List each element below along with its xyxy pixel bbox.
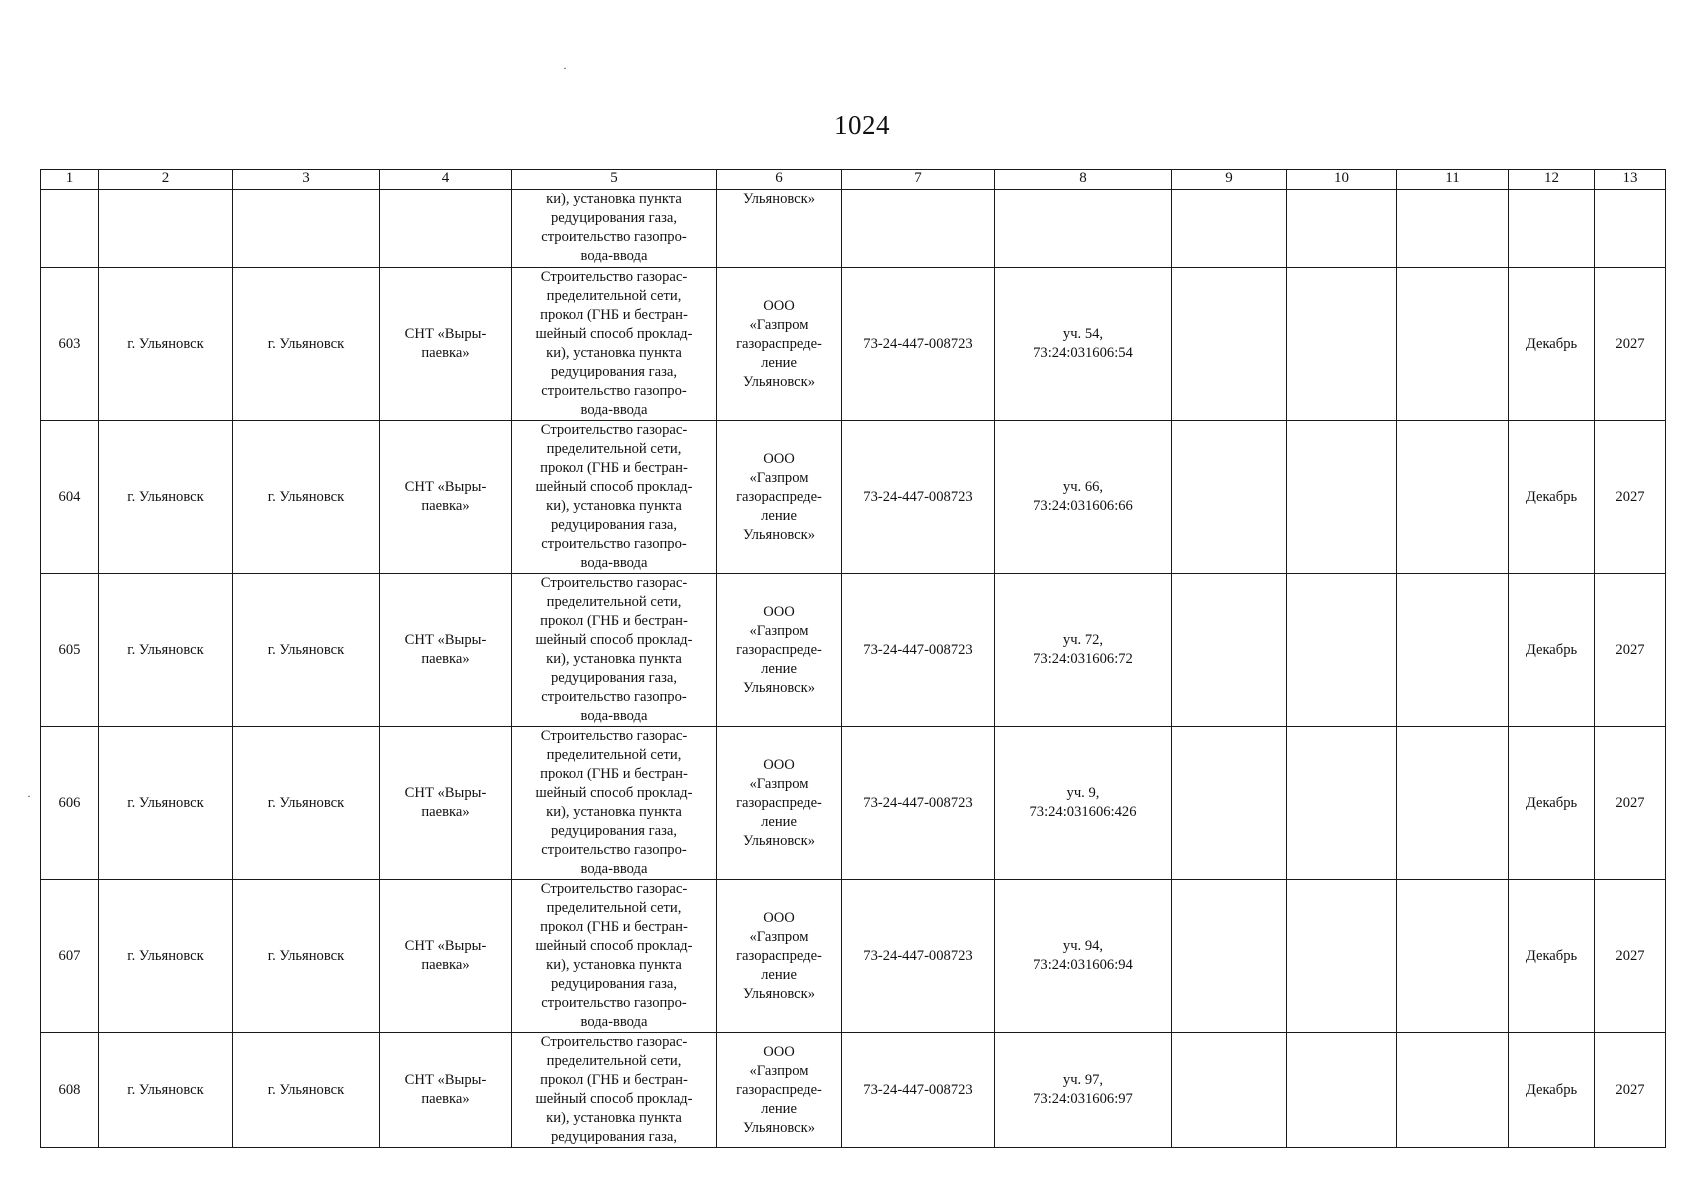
text-line: ООО	[763, 756, 795, 773]
text-line: паевка»	[421, 804, 470, 820]
text-line: «Газпром	[749, 1062, 809, 1079]
cell-col9	[1172, 190, 1287, 268]
column-number-9: 9	[1172, 170, 1287, 190]
cell-col10	[1287, 268, 1397, 421]
scan-speck: ·	[563, 61, 567, 75]
cell-num: 606	[41, 727, 99, 880]
cell-settlement: г. Ульяновск	[233, 1033, 380, 1148]
cell-col9	[1172, 1033, 1287, 1148]
text-line: ООО	[763, 603, 795, 620]
text-line: 73:24:031606:54	[1033, 345, 1133, 361]
cell-plot	[995, 574, 1172, 727]
text-line: Строительство газорас-	[540, 575, 688, 591]
text-line: ки), установка пункта	[546, 957, 682, 973]
cell-municipality: г. Ульяновск	[99, 1033, 233, 1148]
text-line: пределительной сети,	[546, 441, 682, 457]
cell-col10	[1287, 421, 1397, 574]
cell-plot	[995, 190, 1172, 268]
cell-code	[842, 190, 995, 268]
cell-num: 604	[41, 421, 99, 574]
text-line: уч. 66,	[1062, 479, 1104, 495]
text-line: редуцирования газа,	[550, 210, 678, 226]
text-line: пределительной сети,	[546, 900, 682, 916]
cell-municipality: г. Ульяновск	[99, 268, 233, 421]
text-line: строительство газопро-	[541, 229, 687, 245]
text-line: строительство газопро-	[541, 383, 687, 399]
header-row	[41, 170, 1666, 190]
cell-work-description	[512, 268, 717, 421]
cell-num: 608	[41, 1033, 99, 1148]
cell-col11	[1397, 1033, 1509, 1148]
cell-code: 73-24-447-008723	[842, 880, 995, 1033]
text-line: уч. 54,	[1062, 326, 1104, 342]
cell-month	[1509, 190, 1595, 268]
cell-year	[1595, 190, 1666, 268]
cell-settlement: г. Ульяновск	[233, 880, 380, 1033]
text-line: СНТ «Выры-	[404, 326, 487, 342]
cell-num: 607	[41, 880, 99, 1033]
text-line: Строительство газорас-	[540, 422, 688, 438]
cell-plot	[995, 421, 1172, 574]
text-line: ООО	[763, 1043, 795, 1060]
text-line: СНТ «Выры-	[404, 632, 487, 648]
cell-settlement: г. Ульяновск	[233, 727, 380, 880]
text-line: уч. 9,	[1066, 785, 1100, 801]
cell-code: 73-24-447-008723	[842, 574, 995, 727]
cell-organization	[717, 268, 842, 421]
table-row	[41, 1033, 1666, 1148]
text-line: ки), установка пункта	[546, 345, 682, 361]
text-line: Строительство газорас-	[540, 881, 688, 897]
cell-organization	[717, 421, 842, 574]
cell-plot	[995, 880, 1172, 1033]
text-line: 73:24:031606:426	[1029, 804, 1137, 820]
cell-code: 73-24-447-008723	[842, 268, 995, 421]
cell-col11	[1397, 421, 1509, 574]
cell-col10	[1287, 880, 1397, 1033]
text-line: Ульяновск»	[742, 832, 816, 849]
cell-col9	[1172, 421, 1287, 574]
cell-year: 2027	[1595, 1033, 1666, 1148]
text-line: Ульяновск»	[742, 373, 816, 390]
cell-year: 2027	[1595, 421, 1666, 574]
cell-municipality	[99, 190, 233, 268]
text-line: паевка»	[421, 1091, 470, 1107]
text-line: шейный способ проклад-	[535, 479, 693, 495]
text-line: «Газпром	[749, 622, 809, 639]
text-line: СНТ «Выры-	[404, 479, 487, 495]
cell-year: 2027	[1595, 268, 1666, 421]
text-line: прокол (ГНБ и бестран-	[540, 460, 688, 476]
column-number-7: 7	[842, 170, 995, 190]
text-line: шейный способ проклад-	[535, 1091, 693, 1107]
text-line: вода-ввода	[580, 402, 648, 418]
cell-settlement: г. Ульяновск	[233, 574, 380, 727]
text-line: Ульяновск»	[742, 679, 816, 696]
column-number-header	[41, 170, 1666, 190]
cell-work-description	[512, 1033, 717, 1148]
cell-municipality: г. Ульяновск	[99, 727, 233, 880]
text-line: Ульяновск»	[742, 191, 816, 207]
cell-organization	[717, 880, 842, 1033]
text-line: Ульяновск»	[742, 526, 816, 543]
column-number-5: 5	[512, 170, 717, 190]
table-row	[41, 574, 1666, 727]
text-line: «Газпром	[749, 469, 809, 486]
cell-work-description	[512, 190, 717, 268]
text-line: Ульяновск»	[742, 1119, 816, 1136]
text-line: пределительной сети,	[546, 747, 682, 763]
text-line: «Газпром	[749, 316, 809, 333]
column-number-2: 2	[99, 170, 233, 190]
cell-month: Декабрь	[1509, 574, 1595, 727]
cell-col11	[1397, 268, 1509, 421]
text-line: 73:24:031606:66	[1033, 498, 1133, 514]
text-line: газораспреде-	[736, 1081, 822, 1098]
text-line: ление	[761, 507, 797, 524]
text-line: Строительство газорас-	[540, 1034, 688, 1050]
text-line: ООО	[763, 297, 795, 314]
text-line: Строительство газорас-	[540, 728, 688, 744]
text-line: уч. 97,	[1062, 1072, 1104, 1088]
text-line: 73:24:031606:94	[1033, 957, 1133, 973]
cell-settlement	[233, 190, 380, 268]
text-line: СНТ «Выры-	[404, 1072, 487, 1088]
text-line: паевка»	[421, 345, 470, 361]
scan-speck: ·	[27, 789, 31, 803]
text-line: шейный способ проклад-	[535, 326, 693, 342]
text-line: ки), установка пункта	[546, 651, 682, 667]
cell-organization	[717, 1033, 842, 1148]
cell-code: 73-24-447-008723	[842, 421, 995, 574]
cell-work-description	[512, 880, 717, 1033]
cell-work-description	[512, 421, 717, 574]
cell-object	[380, 421, 512, 574]
text-line: шейный способ проклад-	[535, 632, 693, 648]
cell-col9	[1172, 268, 1287, 421]
cell-municipality: г. Ульяновск	[99, 574, 233, 727]
text-line: вода-ввода	[580, 555, 648, 571]
column-number-3: 3	[233, 170, 380, 190]
cell-municipality: г. Ульяновск	[99, 880, 233, 1033]
text-line: редуцирования газа,	[550, 670, 678, 686]
cell-num	[41, 190, 99, 268]
cell-work-description	[512, 574, 717, 727]
cell-code: 73-24-447-008723	[842, 1033, 995, 1148]
cell-col9	[1172, 574, 1287, 727]
text-line: вода-ввода	[580, 1014, 648, 1030]
table-row	[41, 880, 1666, 1033]
cell-col10	[1287, 190, 1397, 268]
text-line: шейный способ проклад-	[535, 938, 693, 954]
cell-object	[380, 727, 512, 880]
text-line: паевка»	[421, 498, 470, 514]
text-line: редуцирования газа,	[550, 1129, 678, 1145]
text-line: вода-ввода	[580, 248, 648, 264]
cell-num: 605	[41, 574, 99, 727]
table-row	[41, 421, 1666, 574]
text-line: прокол (ГНБ и бестран-	[540, 766, 688, 782]
column-number-13: 13	[1595, 170, 1666, 190]
text-line: Ульяновск»	[742, 985, 816, 1002]
registry-table	[40, 169, 1666, 1148]
cell-object	[380, 1033, 512, 1148]
cell-col11	[1397, 880, 1509, 1033]
cell-col9	[1172, 880, 1287, 1033]
text-line: пределительной сети,	[546, 1053, 682, 1069]
text-line: строительство газопро-	[541, 995, 687, 1011]
text-line: 73:24:031606:97	[1033, 1091, 1133, 1107]
cell-organization	[717, 727, 842, 880]
text-line: газораспреде-	[736, 335, 822, 352]
cell-work-description	[512, 727, 717, 880]
text-line: «Газпром	[749, 775, 809, 792]
column-number-11: 11	[1397, 170, 1509, 190]
cell-col10	[1287, 727, 1397, 880]
text-line: строительство газопро-	[541, 689, 687, 705]
table-row	[41, 727, 1666, 880]
text-line: ки), установка пункта	[546, 498, 682, 514]
text-line: пределительной сети,	[546, 288, 682, 304]
text-line: редуцирования газа,	[550, 364, 678, 380]
cell-object	[380, 880, 512, 1033]
text-line: строительство газопро-	[541, 536, 687, 552]
cell-col11	[1397, 190, 1509, 268]
column-number-12: 12	[1509, 170, 1595, 190]
column-number-4: 4	[380, 170, 512, 190]
cell-month: Декабрь	[1509, 727, 1595, 880]
text-line: вода-ввода	[580, 861, 648, 877]
column-number-6: 6	[717, 170, 842, 190]
cell-plot	[995, 727, 1172, 880]
continuation-row	[41, 190, 1666, 268]
text-line: прокол (ГНБ и бестран-	[540, 1072, 688, 1088]
cell-year: 2027	[1595, 727, 1666, 880]
text-line: ки), установка пункта	[546, 804, 682, 820]
cell-organization	[717, 190, 842, 268]
cell-plot	[995, 268, 1172, 421]
page-number: 1024	[834, 110, 890, 140]
text-line: редуцирования газа,	[550, 976, 678, 992]
text-line: уч. 94,	[1062, 938, 1104, 954]
text-line: «Газпром	[749, 928, 809, 945]
cell-col11	[1397, 727, 1509, 880]
cell-col10	[1287, 574, 1397, 727]
cell-month: Декабрь	[1509, 1033, 1595, 1148]
text-line: прокол (ГНБ и бестран-	[540, 919, 688, 935]
cell-organization	[717, 574, 842, 727]
cell-num: 603	[41, 268, 99, 421]
cell-year: 2027	[1595, 574, 1666, 727]
text-line: шейный способ проклад-	[535, 785, 693, 801]
text-line: газораспреде-	[736, 794, 822, 811]
text-line: ление	[761, 813, 797, 830]
cell-code: 73-24-447-008723	[842, 727, 995, 880]
text-line: редуцирования газа,	[550, 517, 678, 533]
text-line: паевка»	[421, 957, 470, 973]
text-line: газораспреде-	[736, 488, 822, 505]
text-line: строительство газопро-	[541, 842, 687, 858]
text-line: ление	[761, 1100, 797, 1117]
cell-object	[380, 268, 512, 421]
text-line: ООО	[763, 909, 795, 926]
text-line: редуцирования газа,	[550, 823, 678, 839]
column-number-8: 8	[995, 170, 1172, 190]
text-line: уч. 72,	[1062, 632, 1104, 648]
table-body	[41, 190, 1666, 1148]
text-line: вода-ввода	[580, 708, 648, 724]
cell-municipality: г. Ульяновск	[99, 421, 233, 574]
column-number-10: 10	[1287, 170, 1397, 190]
cell-month: Декабрь	[1509, 421, 1595, 574]
cell-object	[380, 190, 512, 268]
text-line: СНТ «Выры-	[404, 938, 487, 954]
cell-month: Декабрь	[1509, 268, 1595, 421]
text-line: 73:24:031606:72	[1033, 651, 1133, 667]
cell-col9	[1172, 727, 1287, 880]
text-line: газораспреде-	[736, 641, 822, 658]
text-line: газораспреде-	[736, 947, 822, 964]
cell-col11	[1397, 574, 1509, 727]
cell-settlement: г. Ульяновск	[233, 421, 380, 574]
cell-object	[380, 574, 512, 727]
text-line: СНТ «Выры-	[404, 785, 487, 801]
cell-settlement: г. Ульяновск	[233, 268, 380, 421]
text-line: Строительство газорас-	[540, 269, 688, 285]
text-line: ление	[761, 354, 797, 371]
cell-plot	[995, 1033, 1172, 1148]
text-line: ки), установка пункта	[546, 1110, 682, 1126]
cell-col10	[1287, 1033, 1397, 1148]
text-line: ки), установка пункта	[546, 191, 682, 207]
text-line: прокол (ГНБ и бестран-	[540, 613, 688, 629]
text-line: прокол (ГНБ и бестран-	[540, 307, 688, 323]
table-row	[41, 268, 1666, 421]
text-line: пределительной сети,	[546, 594, 682, 610]
cell-year: 2027	[1595, 880, 1666, 1033]
cell-month: Декабрь	[1509, 880, 1595, 1033]
text-line: ление	[761, 966, 797, 983]
text-line: ление	[761, 660, 797, 677]
text-line: ООО	[763, 450, 795, 467]
column-number-1: 1	[41, 170, 99, 190]
text-line: паевка»	[421, 651, 470, 667]
